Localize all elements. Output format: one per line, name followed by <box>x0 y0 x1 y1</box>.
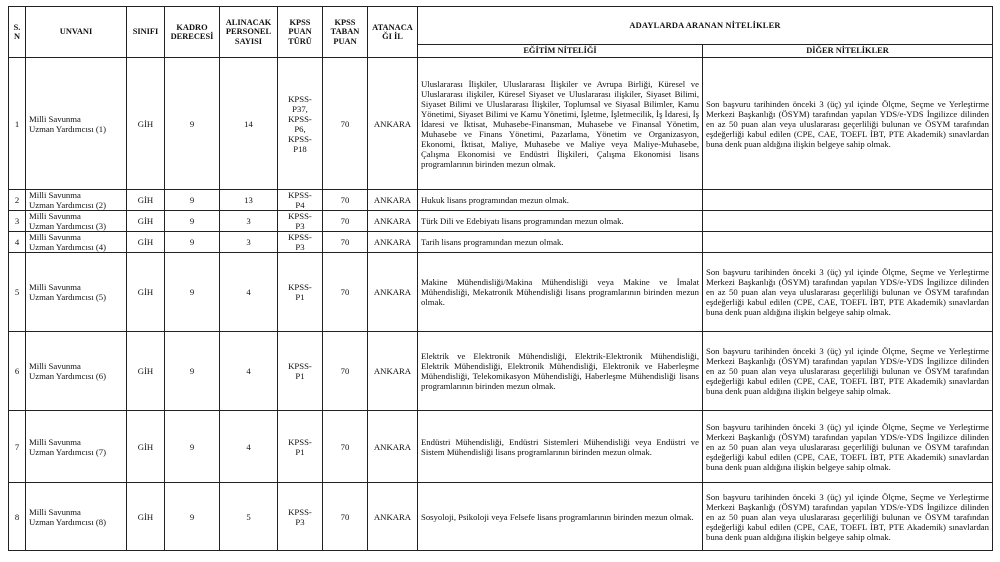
row-kpss-tur: KPSS- P1 <box>278 411 323 483</box>
row-unvan: Milli Savunma Uzman Yardımcısı (7) <box>26 411 127 483</box>
row-egitim: Makine Mühendisliği/Makina Mühendisliği veya Makine ve İmalat Mühendisliği, Mekatronik Mühendisliği lisans programlarının birinden mezun olmak. <box>418 253 703 332</box>
row-kadro: 9 <box>165 253 220 332</box>
row-diger: Son başvuru tarihinden önceki 3 (üç) yıl içinde Ölçme, Seçme ve Yerleştirme Merkezi Başkanlığı (ÖSYM) tarafından yapılan YDS/e-YDS İngilizce dilinden en az 50 puan alan veya uluslararası geçerliliği bulunan ve ÖSYM tarafından eşdeğerliği kabul edilen (CPE, CAE, TOEFL İBT, PTE Akademik) sınavlardan buna denk puan aldığına ilişkin belgeye sahip olmak. <box>703 483 993 551</box>
row-kadro: 9 <box>165 483 220 551</box>
row-taban: 70 <box>323 58 368 190</box>
row-diger: Son başvuru tarihinden önceki 3 (üç) yıl içinde Ölçme, Seçme ve Yerleştirme Merkezi Başkanlığı (ÖSYM) tarafından yapılan YDS/e-YDS İngilizce dilinden en az 50 puan alan veya uluslararası geçerliliği bulunan ve ÖSYM tarafından eşdeğerliği kabul edilen (CPE, CAE, TOEFL İBT, PTE Akademik) sınavlardan buna denk puan aldığına ilişkin belgeye sahip olmak. <box>703 58 993 190</box>
header-kpss-taban: KPSS TABAN PUAN <box>323 7 368 58</box>
row-sayi: 3 <box>220 232 278 253</box>
table-row <box>9 232 993 253</box>
row-sn: 4 <box>9 232 26 253</box>
header-kpss-tur: KPSS PUAN TÜRÜ <box>278 7 323 58</box>
row-kadro: 9 <box>165 211 220 232</box>
row-kadro: 9 <box>165 190 220 211</box>
row-egitim: Uluslararası İlişkiler, Uluslararası İlişkiler ve Avrupa Birliği, Küresel ve Uluslararası ilişkiler, Küresel Siyaset ve Uluslararası ilişkiler, Siyaset Bilimi, Siyaset Bilimi ve Uluslararası İlişkiler, Toplumsal ve Siyasal Bilimler, Kamu Yönetimi, Siyaset Bilimi ve Kamu Yönetimi, İşletme, İşletmecilik, İş İdaresi, İş İdaresi ve İktisat, Muhasebe-Finansman, Muhasebe ve Finansal Yönetim, Muhasebe ve Finans Yönetimi, Pazarlama, Yönetim ve Organizasyon, Ekonomi, İktisat, Maliye, Muhasebe ve Maliye veya Maliye-Muhasebe, Çalışma Ekonomisi ve Endüstri İlişkileri, Çalışma Ekonomisi lisans programlarının birinden mezun olmak. <box>418 58 703 190</box>
row-il: ANKARA <box>368 411 418 483</box>
row-il: ANKARA <box>368 232 418 253</box>
row-taban: 70 <box>323 253 368 332</box>
row-kadro: 9 <box>165 332 220 411</box>
positions-table <box>8 6 993 551</box>
row-unvan: Milli Savunma Uzman Yardımcısı (5) <box>26 253 127 332</box>
row-diger <box>703 190 993 211</box>
row-il: ANKARA <box>368 190 418 211</box>
table-row <box>9 190 993 211</box>
row-diger: Son başvuru tarihinden önceki 3 (üç) yıl içinde Ölçme, Seçme ve Yerleştirme Merkezi Başkanlığı (ÖSYM) tarafından yapılan YDS/e-YDS İngilizce dilinden en az 50 puan alan veya uluslararası geçerliliği bulunan ve ÖSYM tarafından eşdeğerliği kabul edilen (CPE, CAE, TOEFL İBT, PTE Akademik) sınavlardan buna denk puan aldığına ilişkin belgeye sahip olmak. <box>703 411 993 483</box>
row-sinif: GİH <box>127 253 165 332</box>
row-sn: 6 <box>9 332 26 411</box>
row-diger: Son başvuru tarihinden önceki 3 (üç) yıl içinde Ölçme, Seçme ve Yerleştirme Merkezi Başkanlığı (ÖSYM) tarafından yapılan YDS/e-YDS İngilizce dilinden en az 50 puan alan veya uluslararası geçerliliği bulunan ve ÖSYM tarafından eşdeğerliği kabul edilen (CPE, CAE, TOEFL İBT, PTE Akademik) sınavlardan buna denk puan aldığına ilişkin belgeye sahip olmak. <box>703 332 993 411</box>
row-kadro: 9 <box>165 58 220 190</box>
table-row <box>9 211 993 232</box>
header-nitelikler: ADAYLARDA ARANAN NİTELİKLER <box>418 7 993 45</box>
row-sayi: 4 <box>220 332 278 411</box>
row-diger <box>703 211 993 232</box>
header-row <box>9 7 993 45</box>
row-unvan: Milli Savunma Uzman Yardımcısı (1) <box>26 58 127 190</box>
row-egitim: Hukuk lisans programından mezun olmak. <box>418 190 703 211</box>
row-il: ANKARA <box>368 253 418 332</box>
row-sinif: GİH <box>127 190 165 211</box>
row-sinif: GİH <box>127 58 165 190</box>
row-sn: 3 <box>9 211 26 232</box>
row-sinif: GİH <box>127 483 165 551</box>
row-taban: 70 <box>323 190 368 211</box>
table-row <box>9 253 993 332</box>
table-row <box>9 58 993 190</box>
row-unvan: Milli Savunma Uzman Yardımcısı (3) <box>26 211 127 232</box>
header-egitim: EĞİTİM NİTELİĞİ <box>418 45 703 58</box>
row-il: ANKARA <box>368 332 418 411</box>
row-unvan: Milli Savunma Uzman Yardımcısı (2) <box>26 190 127 211</box>
row-sayi: 4 <box>220 253 278 332</box>
row-unvan: Milli Savunma Uzman Yardımcısı (8) <box>26 483 127 551</box>
row-sayi: 4 <box>220 411 278 483</box>
row-il: ANKARA <box>368 211 418 232</box>
row-sinif: GİH <box>127 211 165 232</box>
table-body <box>9 58 993 551</box>
row-egitim: Türk Dili ve Edebiyatı lisans programından mezun olmak. <box>418 211 703 232</box>
header-atanacak: ATANACA ĞI İL <box>368 7 418 58</box>
row-taban: 70 <box>323 232 368 253</box>
row-sinif: GİH <box>127 411 165 483</box>
row-sn: 2 <box>9 190 26 211</box>
row-taban: 70 <box>323 411 368 483</box>
row-kadro: 9 <box>165 411 220 483</box>
row-kpss-tur: KPSS- P37, KPSS- P6, KPSS- P18 <box>278 58 323 190</box>
header-unvan: UNVANI <box>26 7 127 58</box>
row-taban: 70 <box>323 211 368 232</box>
row-il: ANKARA <box>368 58 418 190</box>
row-sn: 5 <box>9 253 26 332</box>
row-kpss-tur: KPSS- P3 <box>278 232 323 253</box>
header-sn: S. N <box>9 7 26 58</box>
row-sn: 1 <box>9 58 26 190</box>
row-kadro: 9 <box>165 232 220 253</box>
row-sayi: 5 <box>220 483 278 551</box>
row-sn: 8 <box>9 483 26 551</box>
row-unvan: Milli Savunma Uzman Yardımcısı (4) <box>26 232 127 253</box>
row-sayi: 13 <box>220 190 278 211</box>
row-sayi: 3 <box>220 211 278 232</box>
row-taban: 70 <box>323 332 368 411</box>
row-kpss-tur: KPSS- P1 <box>278 253 323 332</box>
row-unvan: Milli Savunma Uzman Yardımcısı (6) <box>26 332 127 411</box>
row-egitim: Tarih lisans programından mezun olmak. <box>418 232 703 253</box>
row-egitim: Sosyoloji, Psikoloji veya Felsefe lisans programlarının birinden mezun olmak. <box>418 483 703 551</box>
row-taban: 70 <box>323 483 368 551</box>
row-kpss-tur: KPSS- P4 <box>278 190 323 211</box>
row-sn: 7 <box>9 411 26 483</box>
row-egitim: Elektrik ve Elektronik Mühendisliği, Elektrik-Elektronik Mühendisliği, Elektrik Mühendisliği, Elektronik Mühendisliği, Elektronik ve Haberleşme Mühendisliği, Telekomikasyon Mühendisliği, Haberleşme Mühendisliği lisans programlarının birinden mezun olmak. <box>418 332 703 411</box>
row-kpss-tur: KPSS- P3 <box>278 483 323 551</box>
table-row <box>9 483 993 551</box>
row-diger <box>703 232 993 253</box>
row-diger: Son başvuru tarihinden önceki 3 (üç) yıl içinde Ölçme, Seçme ve Yerleştirme Merkezi Başkanlığı (ÖSYM) tarafından yapılan YDS/e-YDS İngilizce dilinden en az 50 puan alan veya uluslararası geçerliliği bulunan ve ÖSYM tarafından eşdeğerliği kabul edilen (CPE, CAE, TOEFL İBT, PTE Akademik) sınavlardan buna denk puan aldığına ilişkin belgeye sahip olmak. <box>703 253 993 332</box>
row-kpss-tur: KPSS- P3 <box>278 211 323 232</box>
header-kadro: KADRO DERECESİ <box>165 7 220 58</box>
header-diger: DİĞER NİTELİKLER <box>703 45 993 58</box>
table-row <box>9 332 993 411</box>
row-sayi: 14 <box>220 58 278 190</box>
table-row <box>9 411 993 483</box>
row-egitim: Endüstri Mühendisliği, Endüstri Sistemleri Mühendisliği veya Endüstri ve Sistem Mühendisliği lisans programlarının birinden mezun olmak. <box>418 411 703 483</box>
row-kpss-tur: KPSS- P1 <box>278 332 323 411</box>
header-sinif: SINIFI <box>127 7 165 58</box>
row-sinif: GİH <box>127 232 165 253</box>
row-sinif: GİH <box>127 332 165 411</box>
row-il: ANKARA <box>368 483 418 551</box>
header-alinacak: ALINACAK PERSONEL SAYISI <box>220 7 278 58</box>
